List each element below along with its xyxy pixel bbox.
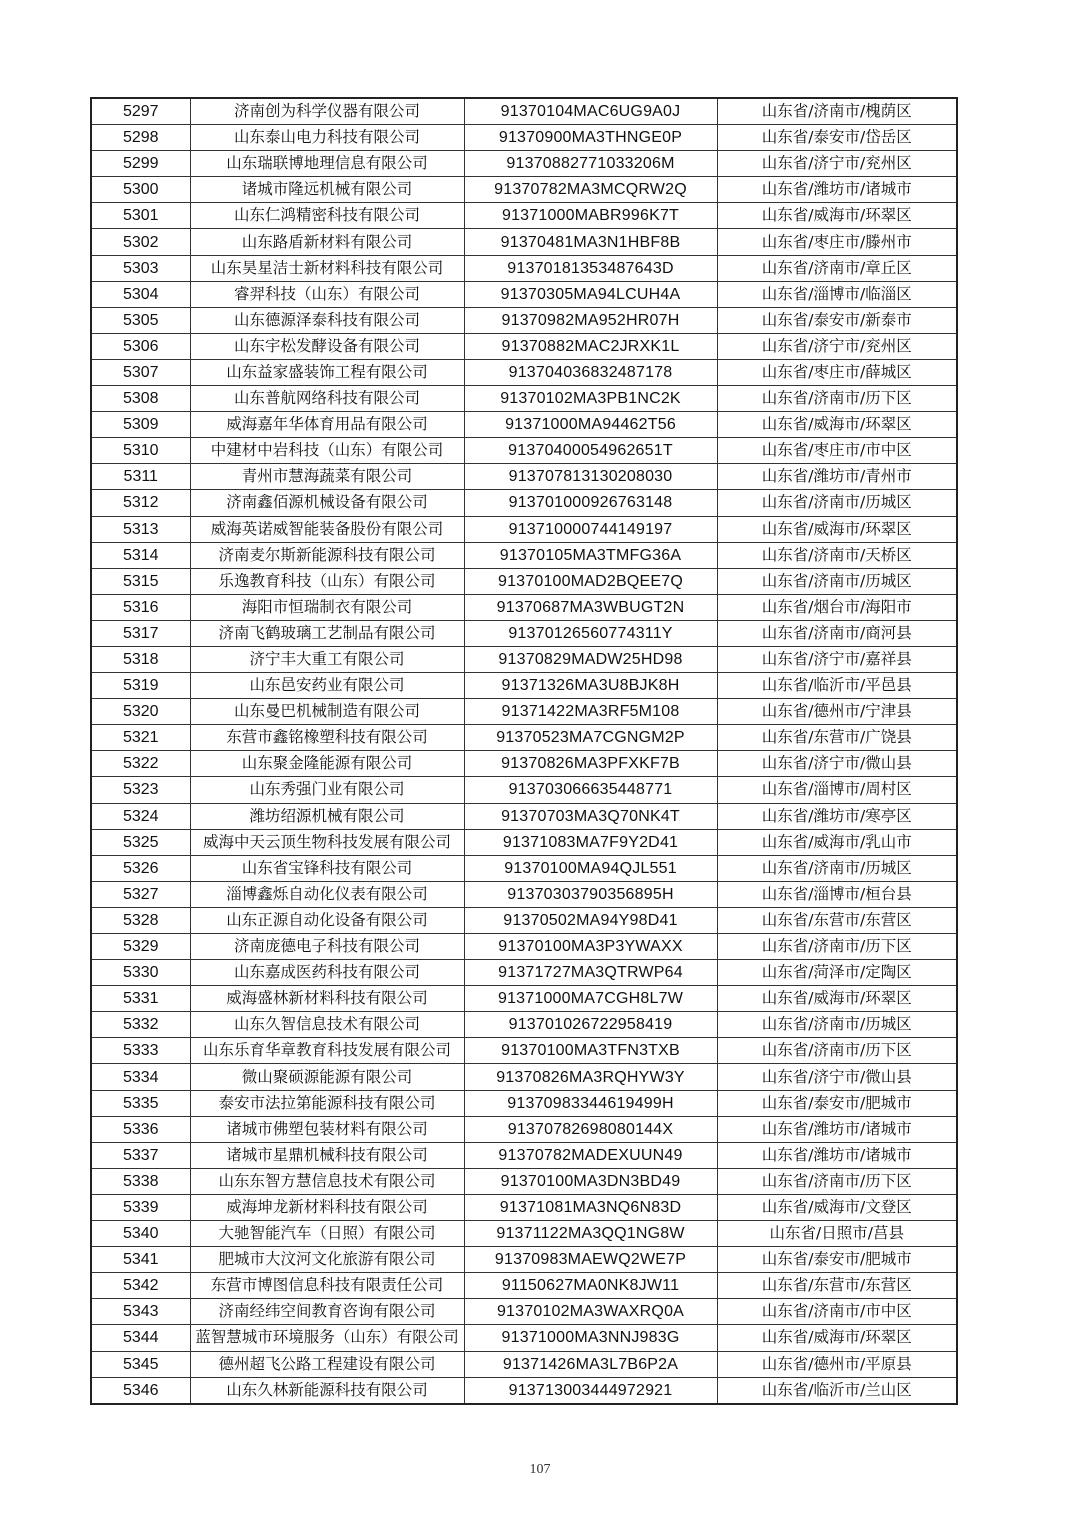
row-number-cell: 5322 (91, 751, 190, 777)
region-cell: 山东省/德州市/平原县 (717, 1351, 957, 1377)
table-row (91, 516, 957, 542)
company-name-cell: 诸城市星鼎机械科技有限公司 (190, 1142, 464, 1168)
credit-code-cell: 913707813130208030 (464, 464, 717, 490)
table-row (91, 386, 957, 412)
row-number-cell: 5306 (91, 333, 190, 359)
row-number-cell: 5339 (91, 1194, 190, 1220)
credit-code-cell: 913703066635448771 (464, 777, 717, 803)
table-row (91, 359, 957, 385)
credit-code-cell: 91370829MADW25HD98 (464, 646, 717, 672)
region-cell: 山东省/济南市/历下区 (717, 1168, 957, 1194)
table-row (91, 98, 957, 125)
region-cell: 山东省/临沂市/平邑县 (717, 673, 957, 699)
region-cell: 山东省/威海市/环翠区 (717, 1325, 957, 1351)
table-row (91, 568, 957, 594)
credit-code-cell: 913713003444972921 (464, 1377, 717, 1404)
region-cell: 山东省/济南市/市中区 (717, 1299, 957, 1325)
company-name-cell: 东营市鑫铭橡塑科技有限公司 (190, 725, 464, 751)
table-row (91, 177, 957, 203)
region-cell: 山东省/潍坊市/诸城市 (717, 1142, 957, 1168)
credit-code-cell: 91371422MA3RF5M108 (464, 699, 717, 725)
credit-code-cell: 91370983344619499H (464, 1090, 717, 1116)
region-cell: 山东省/济宁市/嘉祥县 (717, 646, 957, 672)
company-name-cell: 山东嘉成医药科技有限公司 (190, 960, 464, 986)
row-number-cell: 5346 (91, 1377, 190, 1404)
row-number-cell: 5325 (91, 829, 190, 855)
row-number-cell: 5336 (91, 1116, 190, 1142)
table-row (91, 1064, 957, 1090)
row-number-cell: 5332 (91, 1012, 190, 1038)
credit-code-cell: 91150627MA0NK8JW11 (464, 1273, 717, 1299)
company-name-cell: 威海中天云顶生物科技发展有限公司 (190, 829, 464, 855)
region-cell: 山东省/潍坊市/寒亭区 (717, 803, 957, 829)
table-row (91, 464, 957, 490)
company-name-cell: 济南经纬空间教育咨询有限公司 (190, 1299, 464, 1325)
company-name-cell: 潍坊绍源机械有限公司 (190, 803, 464, 829)
company-name-cell: 济南飞鹤玻璃工艺制品有限公司 (190, 620, 464, 646)
table-row (91, 934, 957, 960)
region-cell: 山东省/济宁市/微山县 (717, 1064, 957, 1090)
company-name-cell: 山东乐育华章教育科技发展有限公司 (190, 1038, 464, 1064)
company-table (90, 97, 958, 1405)
region-cell: 山东省/潍坊市/诸城市 (717, 177, 957, 203)
region-cell: 山东省/菏泽市/定陶区 (717, 960, 957, 986)
table-row (91, 1325, 957, 1351)
region-cell: 山东省/日照市/莒县 (717, 1221, 957, 1247)
region-cell: 山东省/东营市/东营区 (717, 907, 957, 933)
credit-code-cell: 91371083MA7F9Y2D41 (464, 829, 717, 855)
credit-code-cell: 91370782698080144X (464, 1116, 717, 1142)
credit-code-cell: 91370100MA94QJL551 (464, 855, 717, 881)
table-row (91, 1351, 957, 1377)
region-cell: 山东省/济南市/历下区 (717, 386, 957, 412)
credit-code-cell: 91370782MADEXUUN49 (464, 1142, 717, 1168)
table-row (91, 333, 957, 359)
table-body (91, 98, 957, 1404)
company-name-cell: 山东益家盛装饰工程有限公司 (190, 359, 464, 385)
table-row (91, 620, 957, 646)
company-name-cell: 泰安市法拉第能源科技有限公司 (190, 1090, 464, 1116)
row-number-cell: 5330 (91, 960, 190, 986)
company-name-cell: 山东昊星洁士新材料科技有限公司 (190, 255, 464, 281)
row-number-cell: 5312 (91, 490, 190, 516)
company-name-cell: 济南麦尔斯新能源科技有限公司 (190, 542, 464, 568)
region-cell: 山东省/济宁市/微山县 (717, 751, 957, 777)
table-row (91, 986, 957, 1012)
company-name-cell: 济南创为科学仪器有限公司 (190, 98, 464, 125)
company-name-cell: 山东宇松发酵设备有限公司 (190, 333, 464, 359)
region-cell: 山东省/济南市/历城区 (717, 855, 957, 881)
company-name-cell: 山东路盾新材料有限公司 (190, 229, 464, 255)
company-name-cell: 威海嘉年华体育用品有限公司 (190, 412, 464, 438)
region-cell: 山东省/泰安市/肥城市 (717, 1090, 957, 1116)
credit-code-cell: 91370523MA7CGNGM2P (464, 725, 717, 751)
credit-code-cell: 91370102MA3PB1NC2K (464, 386, 717, 412)
row-number-cell: 5320 (91, 699, 190, 725)
row-number-cell: 5314 (91, 542, 190, 568)
credit-code-cell: 91370982MA952HR07H (464, 307, 717, 333)
row-number-cell: 5327 (91, 881, 190, 907)
company-name-cell: 山东曼巴机械制造有限公司 (190, 699, 464, 725)
credit-code-cell: 913701000926763148 (464, 490, 717, 516)
table-row (91, 1273, 957, 1299)
table-row (91, 281, 957, 307)
table-row (91, 1299, 957, 1325)
credit-code-cell: 91370126560774311Y (464, 620, 717, 646)
region-cell: 山东省/济南市/天桥区 (717, 542, 957, 568)
credit-code-cell: 91371122MA3QQ1NG8W (464, 1221, 717, 1247)
company-name-cell: 诸城市隆远机械有限公司 (190, 177, 464, 203)
row-number-cell: 5311 (91, 464, 190, 490)
region-cell: 山东省/临沂市/兰山区 (717, 1377, 957, 1404)
row-number-cell: 5341 (91, 1247, 190, 1273)
table-row (91, 1221, 957, 1247)
region-cell: 山东省/济南市/槐荫区 (717, 98, 957, 125)
row-number-cell: 5342 (91, 1273, 190, 1299)
row-number-cell: 5331 (91, 986, 190, 1012)
credit-code-cell: 91370983MAEWQ2WE7P (464, 1247, 717, 1273)
region-cell: 山东省/济宁市/兖州区 (717, 151, 957, 177)
row-number-cell: 5345 (91, 1351, 190, 1377)
table-row (91, 855, 957, 881)
region-cell: 山东省/威海市/环翠区 (717, 516, 957, 542)
table-row (91, 881, 957, 907)
region-cell: 山东省/德州市/宁津县 (717, 699, 957, 725)
credit-code-cell: 91371426MA3L7B6P2A (464, 1351, 717, 1377)
row-number-cell: 5318 (91, 646, 190, 672)
region-cell: 山东省/泰安市/岱岳区 (717, 125, 957, 151)
credit-code-cell: 91370305MA94LCUH4A (464, 281, 717, 307)
credit-code-cell: 91371326MA3U8BJK8H (464, 673, 717, 699)
company-name-cell: 中建材中岩科技（山东）有限公司 (190, 438, 464, 464)
row-number-cell: 5334 (91, 1064, 190, 1090)
credit-code-cell: 91370303790356895H (464, 881, 717, 907)
row-number-cell: 5337 (91, 1142, 190, 1168)
row-number-cell: 5297 (91, 98, 190, 125)
credit-code-cell: 91371000MA7CGH8L7W (464, 986, 717, 1012)
row-number-cell: 5313 (91, 516, 190, 542)
row-number-cell: 5310 (91, 438, 190, 464)
row-number-cell: 5316 (91, 594, 190, 620)
table-row (91, 542, 957, 568)
company-name-cell: 济南庞德电子科技有限公司 (190, 934, 464, 960)
region-cell: 山东省/威海市/文登区 (717, 1194, 957, 1220)
credit-code-cell: 91370104MAC6UG9A0J (464, 98, 717, 125)
region-cell: 山东省/淄博市/桓台县 (717, 881, 957, 907)
company-name-cell: 海阳市恒瑞制衣有限公司 (190, 594, 464, 620)
credit-code-cell: 91370826MA3PFXKF7B (464, 751, 717, 777)
row-number-cell: 5309 (91, 412, 190, 438)
table-row (91, 255, 957, 281)
table-row (91, 438, 957, 464)
company-name-cell: 东营市博图信息科技有限责任公司 (190, 1273, 464, 1299)
row-number-cell: 5326 (91, 855, 190, 881)
company-name-cell: 山东仁鸿精密科技有限公司 (190, 203, 464, 229)
credit-code-cell: 913701026722958419 (464, 1012, 717, 1038)
row-number-cell: 5317 (91, 620, 190, 646)
credit-code-cell: 91370502MA94Y98D41 (464, 907, 717, 933)
row-number-cell: 5308 (91, 386, 190, 412)
company-name-cell: 山东久智信息技术有限公司 (190, 1012, 464, 1038)
company-name-cell: 肥城市大汶河文化旅游有限公司 (190, 1247, 464, 1273)
company-name-cell: 睿羿科技（山东）有限公司 (190, 281, 464, 307)
table-row (91, 307, 957, 333)
credit-code-cell: 913710000744149197 (464, 516, 717, 542)
region-cell: 山东省/济宁市/兖州区 (717, 333, 957, 359)
table-row (91, 1247, 957, 1273)
credit-code-cell: 91371081MA3NQ6N83D (464, 1194, 717, 1220)
region-cell: 山东省/枣庄市/滕州市 (717, 229, 957, 255)
credit-code-cell: 91370102MA3WAXRQ0A (464, 1299, 717, 1325)
region-cell: 山东省/济南市/历城区 (717, 490, 957, 516)
credit-code-cell: 91370703MA3Q70NK4T (464, 803, 717, 829)
table-row (91, 1168, 957, 1194)
table-row (91, 412, 957, 438)
credit-code-cell: 91370100MA3TFN3TXB (464, 1038, 717, 1064)
credit-code-cell: 91370826MA3RQHYW3Y (464, 1064, 717, 1090)
region-cell: 山东省/威海市/环翠区 (717, 412, 957, 438)
row-number-cell: 5324 (91, 803, 190, 829)
company-name-cell: 山东东智方慧信息技术有限公司 (190, 1168, 464, 1194)
company-name-cell: 威海坤龙新材料科技有限公司 (190, 1194, 464, 1220)
table-row (91, 1194, 957, 1220)
company-name-cell: 山东瑞联博地理信息有限公司 (190, 151, 464, 177)
region-cell: 山东省/威海市/乳山市 (717, 829, 957, 855)
region-cell: 山东省/济南市/历下区 (717, 934, 957, 960)
region-cell: 山东省/枣庄市/薛城区 (717, 359, 957, 385)
region-cell: 山东省/泰安市/新泰市 (717, 307, 957, 333)
row-number-cell: 5321 (91, 725, 190, 751)
row-number-cell: 5299 (91, 151, 190, 177)
table-row (91, 699, 957, 725)
page-number: 107 (529, 1462, 551, 1477)
credit-code-cell: 91370181353487643D (464, 255, 717, 281)
company-name-cell: 山东秀强门业有限公司 (190, 777, 464, 803)
region-cell: 山东省/济南市/历下区 (717, 1038, 957, 1064)
table-row (91, 751, 957, 777)
row-number-cell: 5340 (91, 1221, 190, 1247)
credit-code-cell: 91370882MAC2JRXK1L (464, 333, 717, 359)
table-row (91, 151, 957, 177)
row-number-cell: 5303 (91, 255, 190, 281)
row-number-cell: 5329 (91, 934, 190, 960)
company-name-cell: 济宁丰大重工有限公司 (190, 646, 464, 672)
region-cell: 山东省/济南市/商河县 (717, 620, 957, 646)
company-name-cell: 山东省宝锋科技有限公司 (190, 855, 464, 881)
region-cell: 山东省/烟台市/海阳市 (717, 594, 957, 620)
company-name-cell: 乐逸教育科技（山东）有限公司 (190, 568, 464, 594)
table-row (91, 1116, 957, 1142)
company-name-cell: 山东泰山电力科技有限公司 (190, 125, 464, 151)
company-name-cell: 山东邑安药业有限公司 (190, 673, 464, 699)
credit-code-cell: 91370882771033206M (464, 151, 717, 177)
table-row (91, 803, 957, 829)
company-name-cell: 济南鑫佰源机械设备有限公司 (190, 490, 464, 516)
credit-code-cell: 91370900MA3THNGE0P (464, 125, 717, 151)
row-number-cell: 5344 (91, 1325, 190, 1351)
credit-code-cell: 91370100MAD2BQEE7Q (464, 568, 717, 594)
region-cell: 山东省/济南市/历城区 (717, 568, 957, 594)
credit-code-cell: 913704036832487178 (464, 359, 717, 385)
credit-code-cell: 91370105MA3TMFG36A (464, 542, 717, 568)
company-name-cell: 大驰智能汽车（日照）有限公司 (190, 1221, 464, 1247)
table-row (91, 1012, 957, 1038)
region-cell: 山东省/济南市/历城区 (717, 1012, 957, 1038)
region-cell: 山东省/泰安市/肥城市 (717, 1247, 957, 1273)
company-name-cell: 威海盛林新材料科技有限公司 (190, 986, 464, 1012)
region-cell: 山东省/枣庄市/市中区 (717, 438, 957, 464)
table-row (91, 594, 957, 620)
region-cell: 山东省/济南市/章丘区 (717, 255, 957, 281)
company-name-cell: 威海英诺威智能装备股份有限公司 (190, 516, 464, 542)
table-row (91, 490, 957, 516)
credit-code-cell: 91371000MA3NNJ983G (464, 1325, 717, 1351)
region-cell: 山东省/东营市/东营区 (717, 1273, 957, 1299)
table-row (91, 646, 957, 672)
row-number-cell: 5338 (91, 1168, 190, 1194)
table-row (91, 125, 957, 151)
row-number-cell: 5319 (91, 673, 190, 699)
table-row (91, 1377, 957, 1404)
credit-code-cell: 91370400054962651T (464, 438, 717, 464)
credit-code-cell: 91371000MABR996K7T (464, 203, 717, 229)
credit-code-cell: 91371000MA94462T56 (464, 412, 717, 438)
company-name-cell: 淄博鑫烁自动化仪表有限公司 (190, 881, 464, 907)
table-row (91, 203, 957, 229)
row-number-cell: 5333 (91, 1038, 190, 1064)
table-row (91, 829, 957, 855)
row-number-cell: 5304 (91, 281, 190, 307)
credit-code-cell: 91370481MA3N1HBF8B (464, 229, 717, 255)
company-name-cell: 山东聚金隆能源有限公司 (190, 751, 464, 777)
row-number-cell: 5328 (91, 907, 190, 933)
credit-code-cell: 91371727MA3QTRWP64 (464, 960, 717, 986)
table-row (91, 673, 957, 699)
table-row (91, 725, 957, 751)
region-cell: 山东省/淄博市/临淄区 (717, 281, 957, 307)
row-number-cell: 5343 (91, 1299, 190, 1325)
row-number-cell: 5307 (91, 359, 190, 385)
company-name-cell: 山东久林新能源科技有限公司 (190, 1377, 464, 1404)
company-name-cell: 微山聚硕源能源有限公司 (190, 1064, 464, 1090)
row-number-cell: 5298 (91, 125, 190, 151)
table-row (91, 960, 957, 986)
table-row (91, 1038, 957, 1064)
company-name-cell: 青州市慧海蔬菜有限公司 (190, 464, 464, 490)
row-number-cell: 5315 (91, 568, 190, 594)
row-number-cell: 5300 (91, 177, 190, 203)
region-cell: 山东省/东营市/广饶县 (717, 725, 957, 751)
credit-code-cell: 91370782MA3MCQRW2Q (464, 177, 717, 203)
table-row (91, 1142, 957, 1168)
table-row (91, 777, 957, 803)
table-row (91, 1090, 957, 1116)
company-name-cell: 山东德源泽泰科技有限公司 (190, 307, 464, 333)
credit-code-cell: 91370100MA3P3YWAXX (464, 934, 717, 960)
company-name-cell: 德州超飞公路工程建设有限公司 (190, 1351, 464, 1377)
row-number-cell: 5302 (91, 229, 190, 255)
row-number-cell: 5335 (91, 1090, 190, 1116)
company-name-cell: 诸城市佛塑包装材料有限公司 (190, 1116, 464, 1142)
company-name-cell: 山东普航网络科技有限公司 (190, 386, 464, 412)
credit-code-cell: 91370687MA3WBUGT2N (464, 594, 717, 620)
region-cell: 山东省/淄博市/周村区 (717, 777, 957, 803)
region-cell: 山东省/威海市/环翠区 (717, 203, 957, 229)
row-number-cell: 5301 (91, 203, 190, 229)
company-name-cell: 山东正源自动化设备有限公司 (190, 907, 464, 933)
table-row (91, 229, 957, 255)
table-row (91, 907, 957, 933)
credit-code-cell: 91370100MA3DN3BD49 (464, 1168, 717, 1194)
region-cell: 山东省/威海市/环翠区 (717, 986, 957, 1012)
row-number-cell: 5305 (91, 307, 190, 333)
row-number-cell: 5323 (91, 777, 190, 803)
company-name-cell: 蓝智慧城市环境服务（山东）有限公司 (190, 1325, 464, 1351)
region-cell: 山东省/潍坊市/诸城市 (717, 1116, 957, 1142)
region-cell: 山东省/潍坊市/青州市 (717, 464, 957, 490)
